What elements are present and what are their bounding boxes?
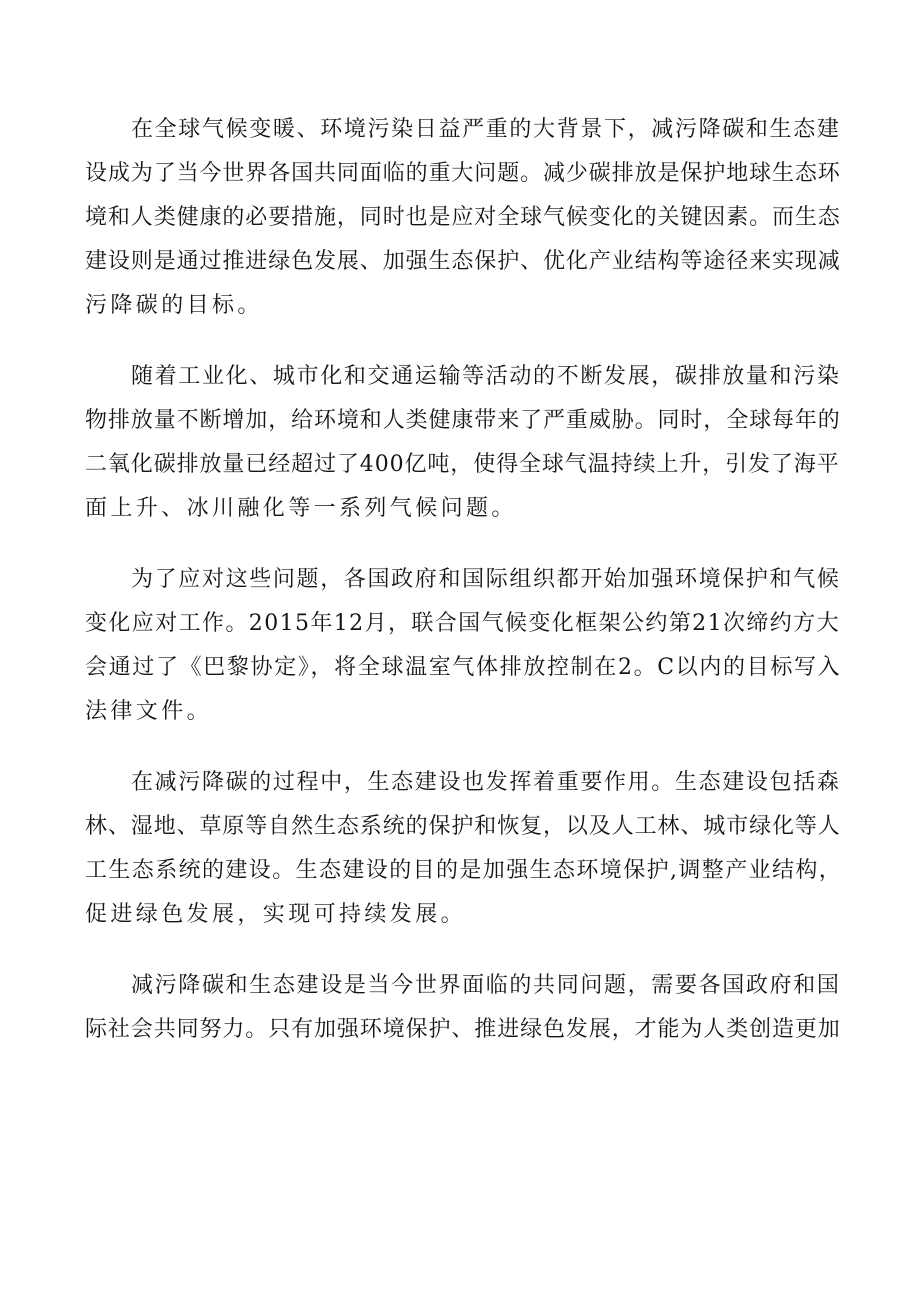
document-body <box>85 108 845 1079</box>
text-line: 境和人类健康的必要措施，同时也是应对全球气候变化的关键因素。而生态 <box>85 205 841 230</box>
text-line: 在全球气候变暖、环境污染日益严重的大背景下，减污降碳和生态建 <box>131 117 841 142</box>
paragraph-1 <box>85 108 845 328</box>
text-line: 二氧化碳排放量已经超过了400亿吨，使得全球气温持续上升，引发了海平 <box>85 452 840 477</box>
text-line: 变化应对工作。2015年12月，联合国气候变化框架公约第21次缔约方大 <box>85 611 840 636</box>
text-line: 建设则是通过推进绿色发展、加强生态保护、优化产业结构等途径来实现减 <box>85 249 841 274</box>
text-line: 面上升、冰川融化等一系列气候问题。 <box>85 496 517 521</box>
paragraph-5 <box>85 964 845 1052</box>
paragraph-2 <box>85 355 845 531</box>
text-line: 在减污降碳的过程中，生态建设也发挥着重要作用。生态建设包括森 <box>131 770 841 795</box>
text-line: 林、湿地、草原等自然生态系统的保护和恢复，以及人工林、城市绿化等人 <box>85 814 841 839</box>
text-line: 为了应对这些问题，各国政府和国际组织都开始加强环境保护和气候 <box>131 567 841 592</box>
text-line: 法律文件。 <box>85 699 213 724</box>
text-line: 物排放量不断增加，给环境和人类健康带来了严重威胁。同时，全球每年的 <box>85 408 841 433</box>
text-line: 污降碳的目标。 <box>85 293 263 318</box>
paragraph-3 <box>85 558 845 734</box>
text-line: 会通过了《巴黎协定》，将全球温室气体排放控制在2。C以内的目标写入 <box>85 655 842 680</box>
text-line: 促进绿色发展，实现可持续发展。 <box>85 902 467 927</box>
text-line: 随着工业化、城市化和交通运输等活动的不断发展，碳排放量和污染 <box>131 364 841 389</box>
text-line: 设成为了当今世界各国共同面临的重大问题。减少碳排放是保护地球生态环 <box>85 161 841 186</box>
text-line: 际社会共同努力。只有加强环境保护、推进绿色发展，才能为人类创造更加 <box>85 1017 841 1042</box>
text-line: 减污降碳和生态建设是当今世界面临的共同问题，需要各国政府和国 <box>131 973 841 998</box>
text-line: 工生态系统的建设。生态建设的目的是加强生态环境保护,调整产业结构， <box>85 858 843 883</box>
paragraph-4 <box>85 761 845 937</box>
